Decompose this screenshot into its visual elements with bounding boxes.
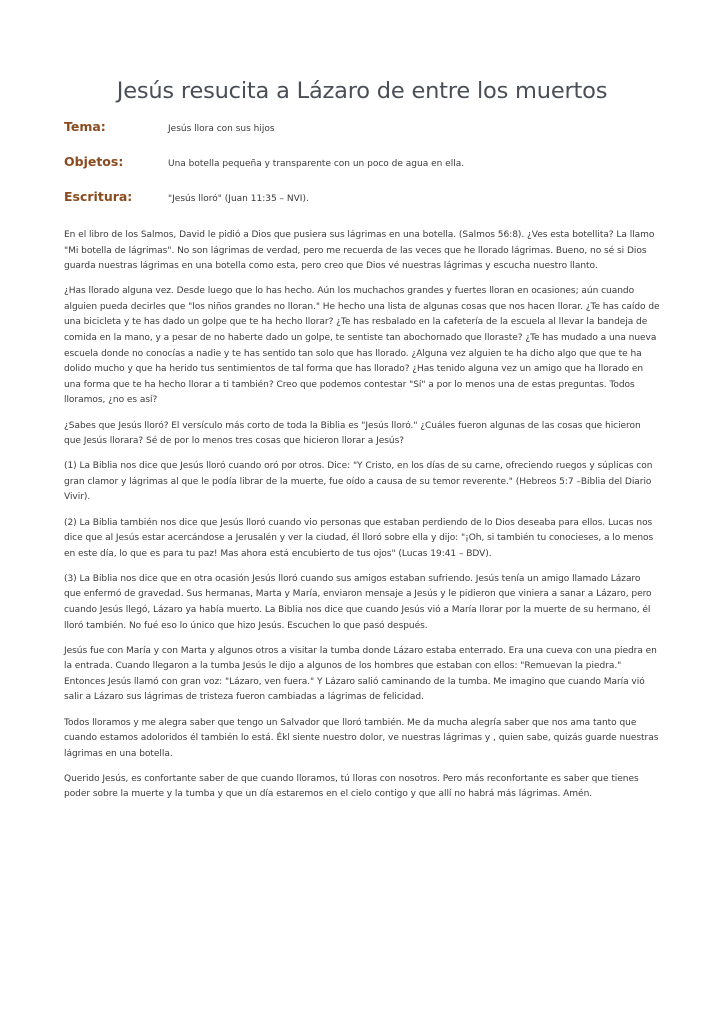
meta-row-tema (64, 119, 660, 154)
meta-row-objetos (64, 154, 660, 189)
paragraph-jesus-wept: ¿Sabes que Jesús lloró? El versículo más corto de toda la Biblia es "Jesús lloró." ¿Cuáles fueron algunas de las cosas que hicieron que Jesús llorara? Sé de por lo menos tres cosas que hicieron llorar a Jesús? (64, 420, 641, 447)
paragraph-point-3: (3) La Biblia nos dice que en otra ocasión Jesús lloró cuando sus amigos estaban sufriendo. Jesús tenía un amigo llamado Lázaro que enfermó de gravedad. Sus hermanas, Marta y María, enviaron mensaje a Jesús y le pidieron que viniera a sanar a Lázaro, pero cuando Jesús llegó, Lázaro ya había muerto. La Biblia nos dice que cuando Jesús vió a María llorar por la muerte de su hermano, él lloró también. No fué eso lo único que hizo Jesús. Escuchen lo que pasó después. (64, 573, 652, 631)
paragraph-prayer: Querido Jesús, es confortante saber de que cuando lloramos, tú lloras con nosotros. Pero más reconfortante es saber que tienes poder sobre la muerte y la tumba y que un día estaremos en el cielo contigo y que allí no habrá más lágrimas. Amén. (64, 773, 639, 800)
lesson-meta (64, 119, 660, 224)
meta-label-tema: Tema: (64, 119, 106, 134)
paragraph-lazarus-tomb: Jesús fue con María y con Marta y algunos otros a visitar la tumba donde Lázaro estaba enterrado. Era una cueva con una piedra en la entrada. Cuando llegaron a la tumba Jesús le dijo a algunos de los hombres que estaban con ellos: "Remuevan la piedra." Entonces Jesús llamó con gran voz: "Lázaro, ven fuera." Y Lázaro salió caminando de la tumba. Me imagino que cuando María vió salir a Lázaro sus lágrimas de tristeza fueron cambiadas a lágrimas de felicidad. (64, 645, 657, 703)
meta-value-objetos: Una botella pequeña y transparente con un poco de agua en ella. (168, 159, 465, 169)
meta-label-objetos: Objetos: (64, 154, 124, 169)
lesson-body (64, 228, 660, 803)
meta-label-escritura: Escritura: (64, 189, 133, 204)
paragraph-savior: Todos lloramos y me alegra saber que tengo un Salvador que lloró también. Me da mucha alegría saber que nos ama tanto que cuando estamos adoloridos él también lo está. Ékl siente nuestro dolor, ve nuestras lágrimas y , quien sabe, quizás guarde nuestras lágrimas en una botella. (64, 717, 659, 759)
paragraph-point-2: (2) La Biblia también nos dice que Jesús lloró cuando vio personas que estaban perdiendo de lo Dios deseaba para ellos. Lucas nos dice que al Jesús estar acercándose a Jerusalén y ver la ciudad, él lloró sobre ella y dijo: "¡Oh, si también tu conocieses, a lo menos en este día, lo que es para tu paz! Mas ahora está encubierto de tus ojos" (Lucas 19:41 – BDV). (64, 517, 654, 559)
meta-row-escritura (64, 189, 660, 224)
paragraph-intro: En el libro de los Salmos, David le pidió a Dios que pusiera sus lágrimas en una botella. (Salmos 56:8). ¿Ves esta botellita? La llamo "Mi botella de lágrimas". No son lágrimas de verdad, pero me recuerda de las veces que he llorado lágrimas. Bueno, no sé si Dios guarda nuestras lágrimas en una botella como esta, pero creo que Dios vé nuestras lágrimas y escucha nuestro llanto. (64, 230, 655, 272)
paragraph-point-1: (1) La Biblia nos dice que Jesús lloró cuando oró por otros. Dice: "Y Cristo, en los días de su carne, ofreciendo ruegos y súplicas con gran clamor y lágrimas al que le podía librar de la muerte, fue oído a causa de su temor reverente." (Hebreos 5:7 –Biblia del Diario Vivir). (64, 461, 653, 503)
meta-value-escritura: "Jesús lloró" (Juan 11:35 – NVI). (168, 194, 309, 204)
meta-value-tema: Jesús llora con sus hijos (168, 124, 275, 134)
page-title: Jesús resucita a Lázaro de entre los muertos (116, 78, 608, 104)
paragraph-crying-questions: ¿Has llorado alguna vez. Desde luego que lo has hecho. Aún los muchachos grandes y fuertes lloran en ocasiones; aún cuando alguien pueda decirles que "los niños grandes no lloran." He hecho una lista de algunas cosas que nos hacen llorar. ¿Te has caído de una bicicleta y te has dado un golpe que te ha hecho llorar? ¿Te has resbalado en la cafetería de la escuela al llevar la bandeja de comida en la mano, y a pesar de no haberte dado un golpe, te sentiste tan abochornado que lloraste? ¿Te has mudado a una nueva escuela donde no conocías a nadie y te has sentido tan solo que has llorado. ¿Alguna vez alguien te ha dicho algo que que te ha dolido mucho y que ha herido tus sentimientos de tal forma que has llorado? ¿Has tenido alguna vez un amigo que ha llorado en una forma que te ha hecho llorar a ti también? Creo que podemos contestar "Sí" a por lo menos una de estas preguntas. Todos lloramos, ¿no es así? (64, 286, 660, 406)
document-page (64, 76, 660, 813)
